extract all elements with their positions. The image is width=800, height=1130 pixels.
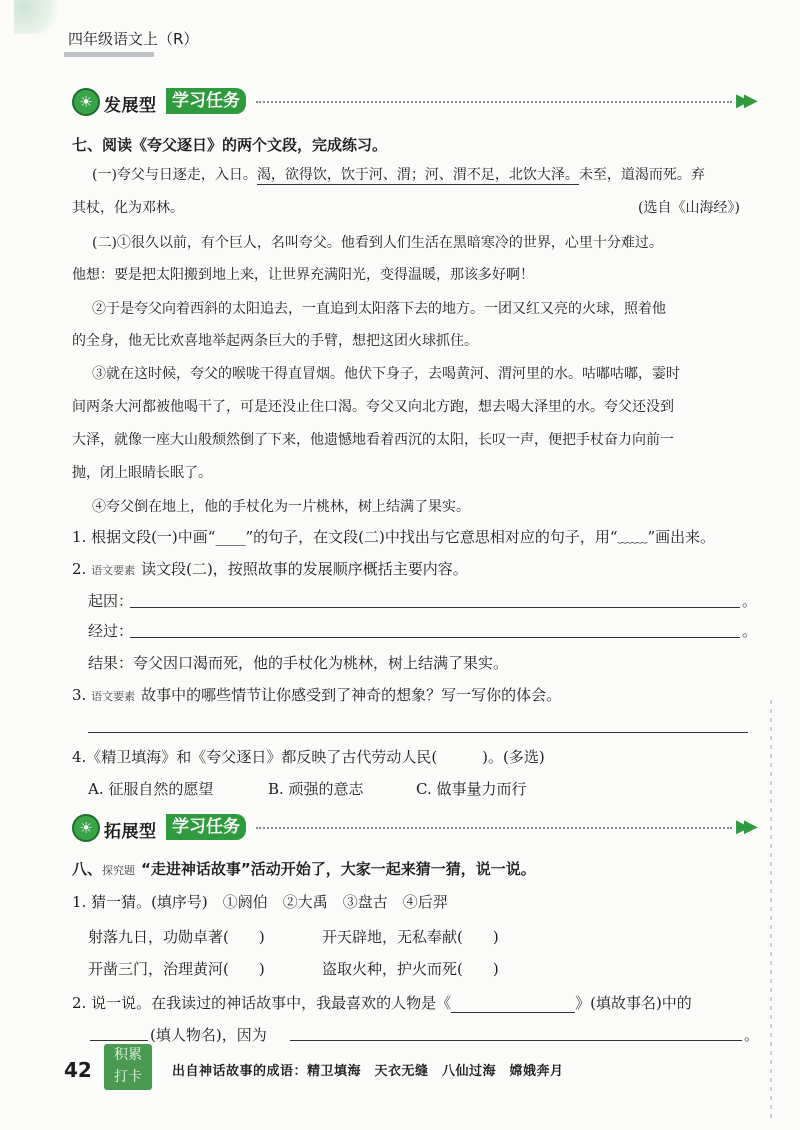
option-b: B. 顽强的意志 xyxy=(268,780,364,798)
passage1-text-a: (一)夸父与日逐走，入日。 xyxy=(92,167,257,183)
passage2-para3-line3: 大泽，就像一座大山般颓然倒了下来，他遗憾地看着西沉的太阳，长叹一声，便把手杖奋力向前一 xyxy=(72,432,674,448)
header-underline xyxy=(64,52,154,57)
cause-answer-line[interactable] xyxy=(130,607,740,608)
banner-arrow-icon: ▶▶ xyxy=(736,90,752,111)
question8-2-text-a: 2. 说一说。在我读过的神话故事中，我最喜欢的人物是《 xyxy=(72,994,452,1012)
guess-1: 射落九日，功勋卓著( ) xyxy=(88,928,265,946)
page-number: 42 xyxy=(64,1058,92,1082)
banner-development xyxy=(72,88,752,118)
passage1-text-b: 未至，道渴而死。弃 xyxy=(578,167,705,183)
passage2-para3-line4: 抛，闭上眼睛长眠了。 xyxy=(72,465,212,481)
banner-word-2: 学习任务 xyxy=(166,814,246,840)
banner-word-2: 学习任务 xyxy=(166,88,246,114)
question7-3-answer-line[interactable] xyxy=(88,732,748,733)
option-c: C. 做事量力而行 xyxy=(416,780,527,798)
question8-1: 1. 猜一猜。(填序号) ①阏伯 ②大禹 ③盘古 ④后羿 xyxy=(72,893,448,911)
passage1-line1 xyxy=(92,164,705,184)
section8-number: 八、 xyxy=(72,860,103,878)
question7-2-text: 读文段(二)，按照故事的发展顺序概括主要内容。 xyxy=(141,560,468,578)
header-title: 四年级语文上（R） xyxy=(68,30,199,48)
question8-2-line1 xyxy=(72,992,692,1013)
section8-tag: 探究题 xyxy=(102,864,136,877)
result-text: 结果：夸父因口渴而死，他的手杖化为桃林，树上结满了果实。 xyxy=(88,654,509,672)
reason-answer-line[interactable] xyxy=(290,1040,742,1041)
binding-edge xyxy=(770,700,772,1120)
passage2-para1-line2: 他想：要是把太阳搬到地上来，让世界充满阳光，变得温暖，那该多好啊！ xyxy=(72,267,534,283)
passage1-underlined-sentence: 渴，欲得饮，饮于河、渭；河、渭不足，北饮大泽。 xyxy=(256,167,579,183)
question7-4: 4.《精卫填海》和《夸父逐日》都反映了古代劳动人民( )。(多选) xyxy=(72,748,545,766)
banner-word-1: 发展型 xyxy=(104,96,157,116)
passage2-para2-line1: ②于是夸父向着西斜的太阳追去，一直追到太阳落下去的地方。一团又红又亮的火球，照着他 xyxy=(92,301,666,317)
question8-2-text-b: 》(填故事名)中的 xyxy=(575,994,692,1012)
process-answer-line[interactable] xyxy=(130,637,740,638)
question7-3-text: 故事中的哪些情节让你感受到了神奇的想象？写一写你的体会。 xyxy=(141,686,562,704)
question7-3 xyxy=(72,684,561,705)
guess-2: 开天辟地，无私奉献( ) xyxy=(322,928,499,946)
banner-dashed-line xyxy=(256,827,732,829)
passage2-para3-line1: ③就在这时候，夸父的喉咙干得直冒烟。他伏下身子，去喝黄河、渭河里的水。咕嘟咕嘟，霎时 xyxy=(92,366,680,382)
badge-line1: 积累 xyxy=(114,1047,142,1063)
passage1-source: (选自《山海经》) xyxy=(638,200,740,216)
passage2-para1-line1: (二)①很久以前，有个巨人，名叫夸父。他看到人们生活在黑暗寒冷的世界，心里十分难过。 xyxy=(92,235,663,251)
banner-dashed-line xyxy=(256,101,732,103)
footer-idioms: 出自神话故事的成语：精卫填海 天衣无缝 八仙过海 嫦娥奔月 xyxy=(172,1064,564,1079)
banner-word-1: 拓展型 xyxy=(104,822,157,842)
cause-period: 。 xyxy=(742,592,758,610)
passage1-line2: 其杖，化为邓林。 xyxy=(72,200,184,216)
accumulate-badge xyxy=(104,1044,152,1090)
lightbulb-icon: ☀ xyxy=(72,814,100,842)
process-label: 经过： xyxy=(88,622,134,640)
option-a: A. 征服自然的愿望 xyxy=(88,780,214,798)
badge-line2: 打卡 xyxy=(114,1069,142,1085)
passage2-para3-line2: 间两条大河都被他喝干了，可是还没止住口渴。夸父又向北方跑，想去喝大泽里的水。夸父还没到 xyxy=(72,399,674,415)
lightbulb-icon: ☀ xyxy=(72,88,100,116)
guess-3: 开凿三门，治理黄河( ) xyxy=(88,960,265,978)
section8-heading xyxy=(72,858,536,879)
cause-label: 起因： xyxy=(88,592,134,610)
question7-2-tag: 语文要素 xyxy=(91,564,136,577)
process-period: 。 xyxy=(742,622,758,640)
passage2-para4-line1: ④夸父倒在地上，他的手杖化为一片桃林，树上结满了果实。 xyxy=(92,499,470,515)
question7-3-number: 3. xyxy=(72,686,87,704)
question8-2-period: 。 xyxy=(744,1026,760,1044)
passage2-para2-line2: 的全身，他无比欢喜地举起两条巨大的手臂，想把这团火球抓住。 xyxy=(72,333,478,349)
banner-arrow-icon: ▶▶ xyxy=(736,816,752,837)
question8-2-text-c: (填人物名)，因为 xyxy=(150,1026,267,1044)
guess-4: 盗取火种，护火而死( ) xyxy=(322,960,499,978)
section8-heading-text: “走进神话故事”活动开始了，大家一起来猜一猜，说一说。 xyxy=(141,860,536,878)
question7-3-tag: 语文要素 xyxy=(91,690,136,703)
question7-1: 1. 根据文段(一)中画“____”的句子，在文段(二)中找出与它意思相对应的句子，用“﹏﹏”画出来。 xyxy=(72,528,716,546)
question7-2-number: 2. xyxy=(72,560,87,578)
corner-decoration xyxy=(14,0,62,34)
section7-heading: 七、阅读《夸父逐日》的两个文段，完成练习。 xyxy=(72,136,388,154)
question7-2 xyxy=(72,558,468,579)
story-name-blank[interactable] xyxy=(451,994,575,1013)
banner-extension xyxy=(72,814,752,844)
character-name-blank[interactable] xyxy=(90,1040,148,1041)
